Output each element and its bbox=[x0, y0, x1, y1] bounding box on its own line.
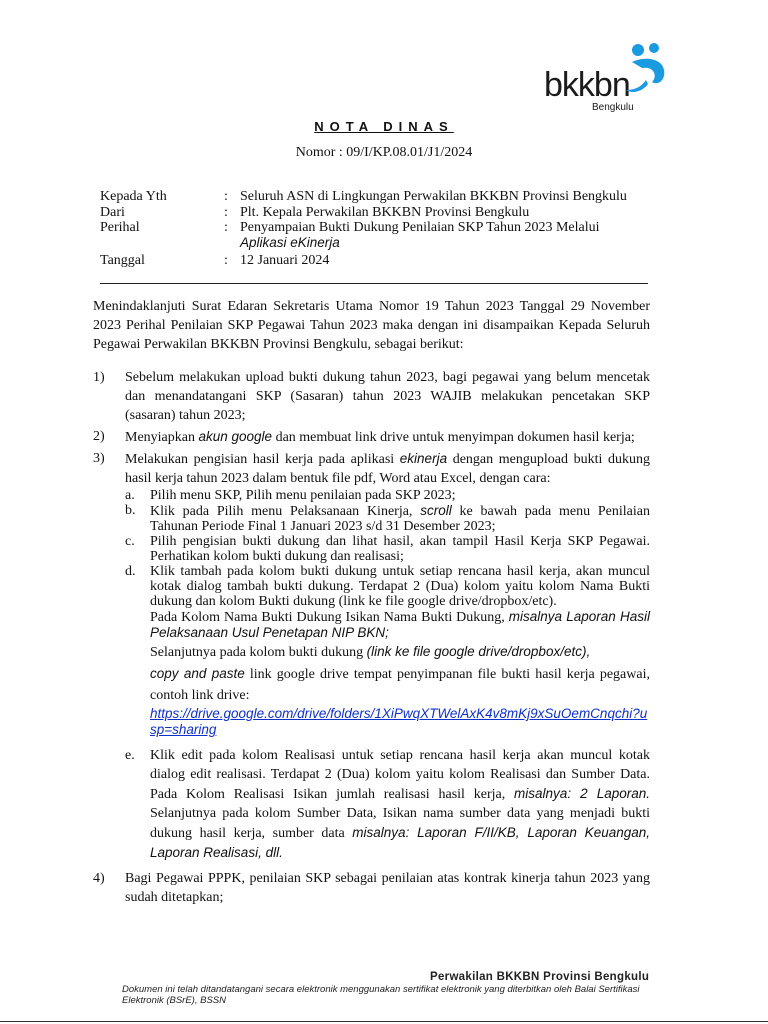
subject-italic-text: Aplikasi eKinerja bbox=[240, 235, 340, 250]
italic-segment: ekinerja bbox=[399, 451, 448, 466]
sublist-item bbox=[125, 503, 650, 534]
header-value bbox=[240, 220, 648, 251]
text-segment: Selanjutnya pada kolom Sumber Data, Isikan nama sumber data yang menjadi bukti dukung hasil kerja, sumber data bbox=[150, 806, 650, 841]
footer-e-signature-note: Dokumen ini telah ditandatangani secara elektronik menggunakan sertifikat elektronik yang diterbitkan oleh Balai Sertifikasi Elektronik (BSrE), BSSN bbox=[122, 984, 640, 1006]
logo-region-text: Bengkulu bbox=[592, 102, 634, 113]
list-text bbox=[125, 449, 650, 488]
italic-segment: misalnya Laporan Hasil Pelaksanaan Usul Penetapan NIP BKN; bbox=[150, 609, 650, 640]
sublist-letter: b. bbox=[125, 503, 136, 518]
list-number: 2) bbox=[93, 429, 105, 444]
instruction-list bbox=[93, 368, 650, 907]
list-number: 1) bbox=[93, 370, 105, 385]
sublist-letter: e. bbox=[125, 748, 135, 763]
italic-segment: (link ke file google drive/dropbox/etc), bbox=[366, 644, 591, 659]
list-text: Bagi Pegawai PPPK, penilaian SKP sebagai penilaian atas kontrak kinerja tahun 2023 yang sudah ditetapkan; bbox=[125, 871, 650, 905]
letter-body bbox=[93, 297, 650, 907]
sublist-text: Pilih pengisian bukti dukung dan lihat hasil, akan tampil Hasil Kerja SKP Pegawai. Perhatikan kolom bukti dukung dan realisasi; bbox=[150, 534, 650, 564]
sublist-letter: d. bbox=[125, 564, 136, 579]
text-segment: Klik pada Pilih menu Pelaksanaan Kinerja, bbox=[150, 504, 421, 519]
italic-segment: akun google bbox=[198, 429, 273, 444]
text-segment: ke bawah pada menu Penilaian Tahunan Periode Final 1 Januari 2023 s/d 31 Desember 2023; bbox=[150, 504, 650, 534]
header-label: Perihal bbox=[100, 220, 140, 235]
letter-header bbox=[100, 189, 648, 268]
list-number: 4) bbox=[93, 871, 105, 886]
header-row-date bbox=[100, 253, 648, 268]
logo-brand-text: bkkbn bbox=[544, 66, 630, 104]
text-segment: Menyiapkan bbox=[125, 430, 199, 445]
header-row-from bbox=[100, 205, 648, 220]
document-number: Nomor : 09/I/KP.08.01/J1/2024 bbox=[295, 145, 473, 160]
sublist-text: Pilih menu SKP, Pilih menu penilaian pada SKP 2023; bbox=[150, 488, 456, 503]
sublist-item bbox=[125, 534, 650, 564]
list-item bbox=[93, 449, 650, 488]
footer-organization: Perwakilan BKKBN Provinsi Bengkulu bbox=[430, 971, 650, 983]
header-divider bbox=[100, 283, 648, 284]
bkkbn-logo bbox=[538, 40, 674, 112]
header-colon: : bbox=[224, 205, 228, 220]
text-segment: Pada Kolom Nama Bukti Dukung Isikan Nama Bukti Dukung, bbox=[150, 610, 509, 625]
text-segment: Pada Kolom Realisasi Isikan jumlah realisasi hasil kerja, bbox=[150, 787, 515, 802]
list-number: 3) bbox=[93, 451, 105, 466]
italic-segment: misalnya: Laporan F/II/KB, Laporan Keuangan, Laporan Realisasi, dll. bbox=[150, 825, 650, 860]
sublist-item bbox=[125, 564, 650, 738]
header-label: Kepada Yth bbox=[100, 189, 167, 204]
document-title: NOTA DINAS bbox=[314, 119, 454, 134]
sublist-text bbox=[150, 746, 650, 863]
italic-segment: scroll bbox=[420, 503, 452, 518]
header-value: 12 Januari 2024 bbox=[240, 253, 330, 268]
header-value: Plt. Kepala Perwakilan BKKBN Provinsi Bengkulu bbox=[240, 205, 530, 220]
text-segment: dengan mengupload bukti dukung hasil kerja tahun 2023 dalam bentuk file pdf, Word atau Excel, dengan cara: bbox=[125, 452, 650, 486]
sublist-letter: c. bbox=[125, 534, 135, 549]
sublist-item bbox=[125, 488, 650, 503]
list-item bbox=[93, 368, 650, 425]
sublist bbox=[125, 488, 650, 863]
text-segment: dan membuat link drive untuk menyimpan dokumen hasil kerja; bbox=[272, 430, 635, 445]
google-drive-link[interactable]: https://drive.google.com/drive/folders/1XiPwqXTWelAxK4v8mKj9xSuOemCnqchi?usp=sharing bbox=[150, 706, 648, 737]
text-segment: Klik edit pada kolom Realisasi untuk setiap rencana hasil kerja akan muncul kotak dialog edit realisasi. Terdapat 2 (Dua) kolom yaitu kolom Realisasi dan Sumber Data. bbox=[150, 748, 650, 782]
text-segment: Klik tambah pada kolom bukti dukung untuk setiap rencana hasil kerja, akan muncul kotak dialog tambah bukti dukung. Terdapat 2 (Dua) kolom yaitu kolom Nama Bukti dukung dan kolom Bukti dukung (link ke file google drive/dropbox/etc). bbox=[150, 564, 650, 609]
header-row-recipient bbox=[100, 189, 648, 204]
sublist-text bbox=[150, 503, 650, 534]
header-label: Tanggal bbox=[100, 253, 145, 268]
list-text bbox=[125, 427, 650, 447]
header-row-subject bbox=[100, 220, 648, 251]
text-segment: Melakukan pengisian hasil kerja pada aplikasi bbox=[125, 452, 400, 467]
italic-segment: misalnya: 2 Laporan. bbox=[514, 786, 650, 801]
header-value: Seluruh ASN di Lingkungan Perwakilan BKKBN Provinsi Bengkulu bbox=[240, 189, 627, 204]
text-segment: Selanjutnya pada kolom bukti dukung bbox=[150, 645, 367, 660]
header-label: Dari bbox=[100, 205, 125, 220]
header-colon: : bbox=[224, 189, 228, 204]
header-colon: : bbox=[224, 220, 228, 235]
list-item bbox=[93, 869, 650, 907]
italic-segment: copy and paste bbox=[150, 666, 245, 681]
header-colon: : bbox=[224, 253, 228, 268]
footer-divider bbox=[0, 1021, 768, 1022]
list-text: Sebelum melakukan upload bukti dukung tahun 2023, bagi pegawai yang belum mencetak dan menandatangani SKP (Sasaran) tahun 2023 WAJIB melakukan pencetakan SKP (sasaran) tahun 2023; bbox=[125, 370, 650, 423]
sublist-letter: a. bbox=[125, 488, 135, 503]
subject-text: Penyampaian Bukti Dukung Penilaian SKP Tahun 2023 Melalui bbox=[240, 220, 600, 235]
sublist-item bbox=[125, 746, 650, 863]
list-item bbox=[93, 427, 650, 447]
intro-paragraph: Menindaklanjuti Surat Edaran Sekretaris Utama Nomor 19 Tahun 2023 Tanggal 29 November 2023 Perihal Penilaian SKP Pegawai Tahun 2023 maka dengan ini disampaikan Kepada Seluruh Pegawai Perwakilan BKKBN Provinsi Bengkulu, sebagai berikut: bbox=[93, 299, 650, 352]
text-segment: link google drive tempat penyimpanan file bukti hasil kerja pegawai, contoh link drive: bbox=[150, 667, 650, 703]
sublist-text bbox=[150, 564, 650, 738]
bkkbn-logo-mark-icon bbox=[618, 40, 674, 96]
